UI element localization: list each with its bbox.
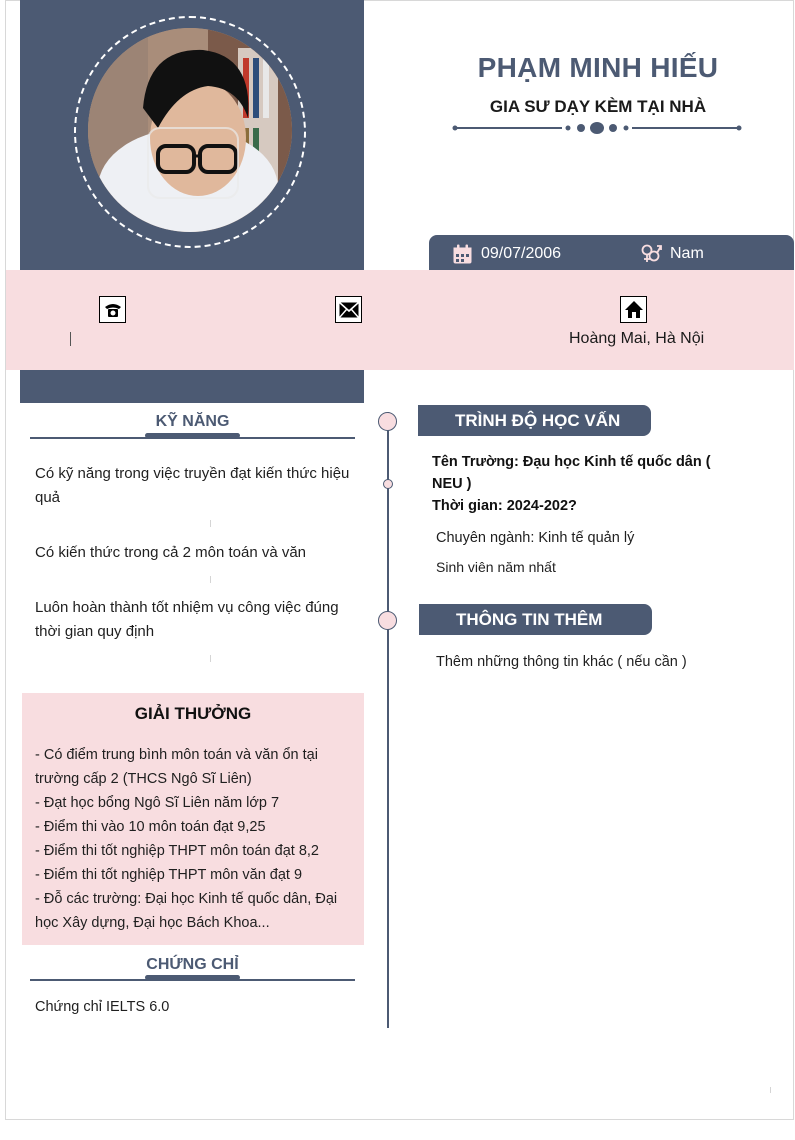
education-major: Chuyên ngành: Kinh tế quản lý — [436, 530, 635, 546]
certificates-rule-tab — [145, 975, 240, 980]
skills-title: KỸ NĂNG — [155, 413, 230, 430]
avatar-photo — [88, 28, 292, 232]
education-title: TRÌNH ĐỘ HỌC VẤN — [418, 405, 651, 436]
education-time: Thời gian: 2024-202? — [432, 498, 577, 514]
timeline-dot-extra — [378, 611, 397, 630]
envelope-icon — [335, 296, 362, 323]
education-status: Sinh viên năm nhất — [436, 559, 556, 575]
education-school: Tên Trường: Đạu học Kinh tế quốc dân ( NEU ) — [432, 454, 711, 492]
timeline-dot-education — [378, 412, 397, 431]
skills-rule-tab — [145, 433, 240, 438]
award-item: - Điểm thi tốt nghiệp THPT môn toán đạt 8,2 — [35, 843, 319, 859]
address: Hoàng Mai, Hà Nội — [569, 330, 705, 347]
timeline-line — [387, 412, 389, 1028]
awards-title: GIẢI THƯỞNG — [134, 704, 252, 723]
extra-info-text: Thêm những thông tin khác ( nếu cần ) — [436, 654, 687, 670]
award-item: - Điểm thi vào 10 môn toán đạt 9,25 — [35, 819, 266, 835]
phone-redacted-mark — [70, 332, 76, 346]
candidate-name: PHẠM MINH HIẾU — [477, 52, 719, 83]
timeline-dot-small — [383, 479, 393, 489]
telephone-icon — [99, 296, 126, 323]
corner-tick — [770, 1087, 771, 1093]
separator-tick — [210, 576, 211, 583]
job-title: GIA SƯ DẠY KÈM TẠI NHÀ — [489, 97, 707, 116]
separator-tick — [210, 655, 211, 662]
gender-icon — [640, 243, 662, 265]
award-item: - Điểm thi tốt nghiệp THPT môn văn đạt 9 — [35, 867, 303, 883]
gender: Nam — [670, 245, 704, 262]
award-item: - Đỗ các trường: Đại học Kinh tế quốc dân, Đại học Xây dựng, Đại học Bách Khoa... — [35, 891, 338, 931]
skill-item-1: Có kỹ năng trong việc truyền đạt kiến thức hiệu quả — [35, 465, 350, 506]
extra-info-title: THÔNG TIN THÊM — [419, 604, 652, 635]
birth-date: 09/07/2006 — [481, 245, 562, 262]
separator-tick — [210, 520, 211, 527]
certificate-item: Chứng chỉ IELTS 6.0 — [35, 999, 170, 1015]
avatar — [88, 28, 292, 232]
birth-date-item — [452, 243, 561, 265]
house-icon — [620, 296, 647, 323]
gender-item — [640, 243, 704, 265]
awards-list — [35, 743, 357, 935]
calendar-icon — [452, 244, 473, 265]
certificates-title: CHỨNG CHỈ — [146, 956, 239, 973]
title-ornament — [452, 120, 742, 136]
skill-item-3: Luôn hoàn thành tốt nhiệm vụ công việc đúng thời gian quy định — [35, 599, 339, 640]
award-item: - Có điểm trung bình môn toán và văn ổn tại trường cấp 2 (THCS Ngô Sĩ Liên) — [35, 747, 318, 787]
skill-item-2: Có kiến thức trong cả 2 môn toán và văn — [35, 544, 307, 561]
award-item: - Đạt học bổng Ngô Sĩ Liên năm lớp 7 — [35, 795, 280, 811]
